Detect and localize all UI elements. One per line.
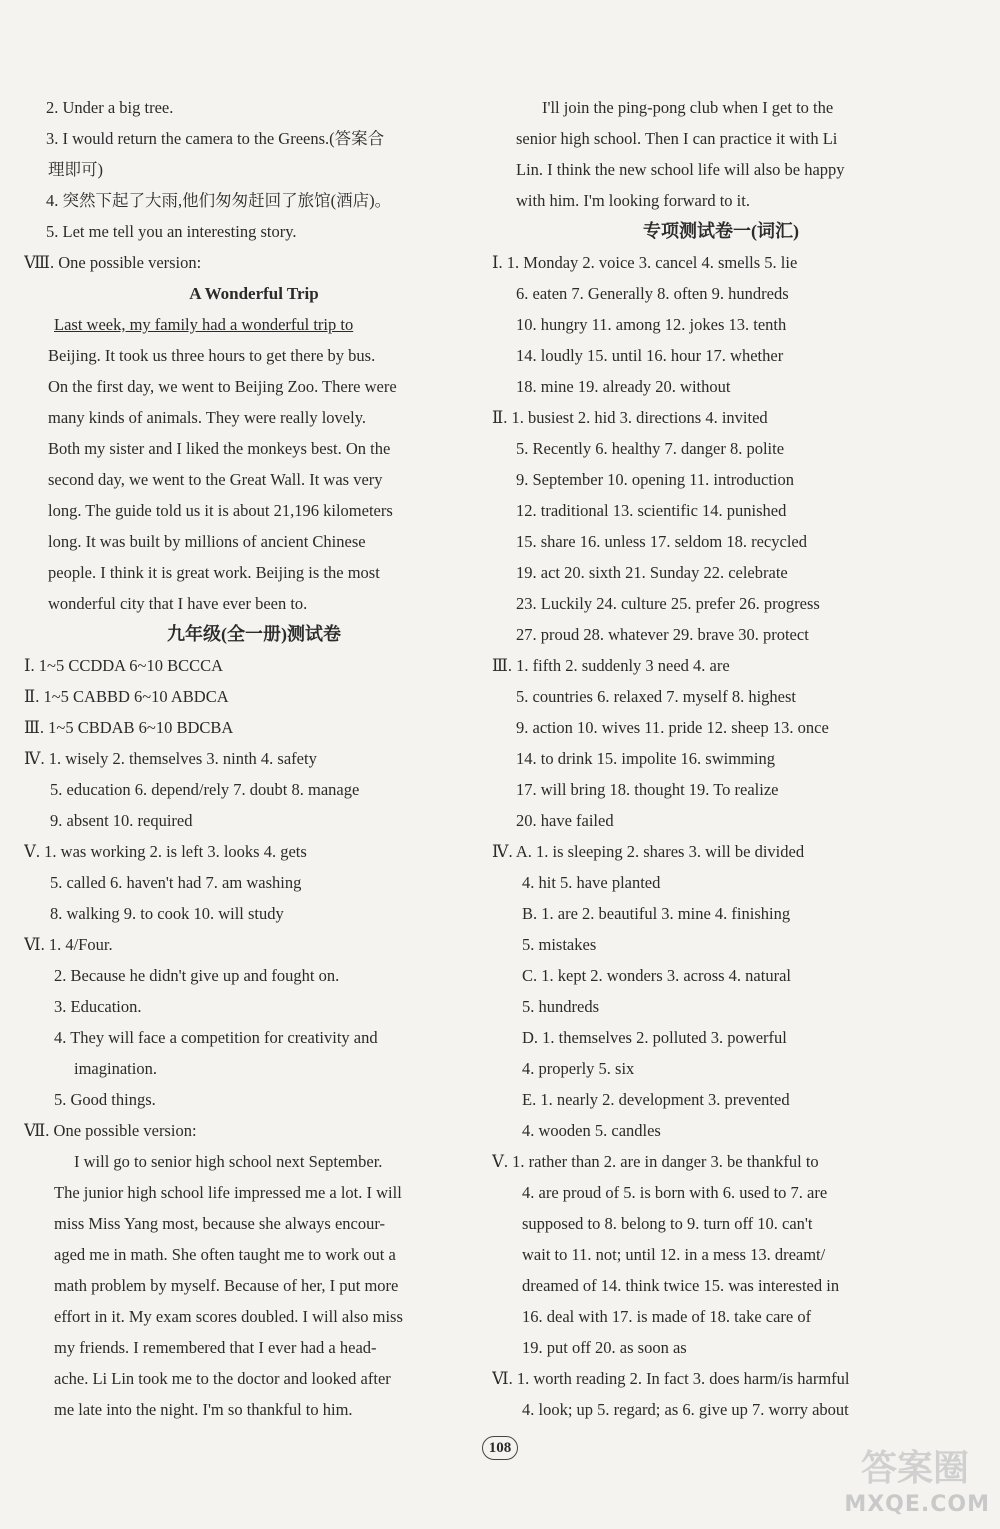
- left-line: Ⅵ. 1. 4/Four.: [24, 935, 113, 954]
- left-line: my friends. I remembered that I ever had a head-: [54, 1338, 377, 1357]
- right-line: 14. loudly 15. until 16. hour 17. whether: [516, 346, 784, 365]
- left-line: 3. Education.: [54, 997, 142, 1016]
- right-line: supposed to 8. belong to 9. turn off 10. can't: [522, 1214, 813, 1233]
- left-line: second day, we went to the Great Wall. It was very: [48, 470, 383, 489]
- left-line: ache. Li Lin took me to the doctor and looked after: [54, 1369, 391, 1388]
- right-line: 19. put off 20. as soon as: [522, 1338, 687, 1357]
- left-line: Ⅲ. 1~5 CBDAB 6~10 BDCBA: [24, 718, 234, 737]
- left-line: 4. They will face a competition for creativity and: [54, 1028, 378, 1047]
- right-line: 20. have failed: [516, 811, 614, 830]
- right-line: 6. eaten 7. Generally 8. often 9. hundreds: [516, 284, 789, 303]
- right-line: 4. look; up 5. regard; as 6. give up 7. worry about: [522, 1400, 849, 1419]
- right-line: 10. hungry 11. among 12. jokes 13. tenth: [516, 315, 787, 334]
- left-line: Beijing. It took us three hours to get there by bus.: [48, 346, 376, 365]
- right-line: 12. traditional 13. scientific 14. punished: [516, 501, 787, 520]
- right-line: 5. mistakes: [522, 935, 597, 954]
- left-line: Ⅶ. One possible version:: [24, 1121, 197, 1140]
- left-line: 理即可): [48, 160, 103, 179]
- left-line: 5. called 6. haven't had 7. am washing: [50, 873, 302, 892]
- right-line: 27. proud 28. whatever 29. brave 30. protect: [516, 625, 809, 644]
- right-line: 18. mine 19. already 20. without: [516, 377, 731, 396]
- left-line: Ⅱ. 1~5 CABBD 6~10 ABDCA: [24, 687, 229, 706]
- left-line: 5. education 6. depend/rely 7. doubt 8. manage: [50, 780, 360, 799]
- right-line: 9. action 10. wives 11. pride 12. sheep 13. once: [516, 718, 829, 737]
- right-line: D. 1. themselves 2. polluted 3. powerful: [522, 1028, 787, 1047]
- left-column: [24, 92, 484, 1425]
- right-line: 16. deal with 17. is made of 18. take care of: [522, 1307, 812, 1326]
- right-line: 5. countries 6. relaxed 7. myself 8. highest: [516, 687, 796, 706]
- right-line: 4. are proud of 5. is born with 6. used to 7. are: [522, 1183, 828, 1202]
- left-line: 5. Good things.: [54, 1090, 156, 1109]
- right-line: 4. hit 5. have planted: [522, 873, 661, 892]
- right-line: 19. act 20. sixth 21. Sunday 22. celebrate: [516, 563, 788, 582]
- right-line: 专项测试卷一(词汇): [643, 221, 799, 241]
- right-line: 17. will bring 18. thought 19. To realize: [516, 780, 779, 799]
- left-line: me late into the night. I'm so thankful to him.: [54, 1400, 353, 1419]
- left-line: aged me in math. She often taught me to work out a: [54, 1245, 396, 1264]
- right-line: C. 1. kept 2. wonders 3. across 4. natural: [522, 966, 791, 985]
- left-line: 2. Under a big tree.: [46, 98, 174, 117]
- right-line: senior high school. Then I can practice it with Li: [516, 129, 838, 148]
- right-column: [492, 92, 950, 1425]
- left-line: imagination.: [74, 1059, 157, 1078]
- right-line: 4. wooden 5. candles: [522, 1121, 661, 1140]
- left-line: Ⅴ. 1. was working 2. is left 3. looks 4. gets: [24, 842, 307, 861]
- left-line: Both my sister and I liked the monkeys best. On the: [48, 439, 391, 458]
- left-line: wonderful city that I have ever been to.: [48, 594, 308, 613]
- right-line: Lin. I think the new school life will also be happy: [516, 160, 845, 179]
- left-line: 5. Let me tell you an interesting story.: [46, 222, 297, 241]
- right-line: E. 1. nearly 2. development 3. prevented: [522, 1090, 790, 1109]
- left-line: I will go to senior high school next September.: [74, 1152, 383, 1171]
- left-line: Last week, my family had a wonderful trip to: [54, 315, 354, 334]
- right-line: Ⅳ. A. 1. is sleeping 2. shares 3. will be divided: [492, 842, 805, 861]
- page-footer: [472, 1436, 528, 1470]
- right-line: Ⅵ. 1. worth reading 2. In fact 3. does harm/is harmful: [492, 1369, 850, 1388]
- right-line: dreamed of 14. think twice 15. was interested in: [522, 1276, 840, 1295]
- page-number: 108: [482, 1436, 519, 1460]
- right-line: I'll join the ping-pong club when I get to the: [542, 98, 834, 117]
- left-line: 2. Because he didn't give up and fought on.: [54, 966, 340, 985]
- left-line: A Wonderful Trip: [189, 284, 319, 303]
- watermark-site: MXQE.COM: [844, 1492, 990, 1517]
- right-line: wait to 11. not; until 12. in a mess 13. dreamt/: [522, 1245, 826, 1264]
- right-line: 5. hundreds: [522, 997, 599, 1016]
- right-line: 14. to drink 15. impolite 16. swimming: [516, 749, 775, 768]
- right-line: Ⅴ. 1. rather than 2. are in danger 3. be thankful to: [492, 1152, 819, 1171]
- right-line: 15. share 16. unless 17. seldom 18. recycled: [516, 532, 807, 551]
- left-line: The junior high school life impressed me a lot. I will: [54, 1183, 402, 1202]
- right-line: 5. Recently 6. healthy 7. danger 8. polite: [516, 439, 785, 458]
- right-line: Ⅱ. 1. busiest 2. hid 3. directions 4. invited: [492, 408, 768, 427]
- left-line: miss Miss Yang most, because she always encour-: [54, 1214, 386, 1233]
- left-line: long. It was built by millions of ancient Chinese: [48, 532, 366, 551]
- right-line: 4. properly 5. six: [522, 1059, 635, 1078]
- left-line: 9. absent 10. required: [50, 811, 193, 830]
- right-line: B. 1. are 2. beautiful 3. mine 4. finishing: [522, 904, 791, 923]
- watermark: [820, 1447, 990, 1525]
- right-line: 9. September 10. opening 11. introduction: [516, 470, 795, 489]
- right-line: Ⅰ. 1. Monday 2. voice 3. cancel 4. smells 5. lie: [492, 253, 798, 272]
- right-line: with him. I'm looking forward to it.: [516, 191, 750, 210]
- left-line: long. The guide told us it is about 21,196 kilometers: [48, 501, 393, 520]
- left-line: Ⅰ. 1~5 CCDDA 6~10 BCCCA: [24, 656, 224, 675]
- left-line: many kinds of animals. They were really lovely.: [48, 408, 366, 427]
- watermark-logo: 答案圈: [860, 1448, 969, 1489]
- left-line: On the first day, we went to Beijing Zoo. There were: [48, 377, 397, 396]
- left-line: 九年级(全一册)测试卷: [167, 624, 341, 644]
- left-line: 4. 突然下起了大雨,他们匆匆赶回了旅馆(酒店)。: [46, 191, 392, 210]
- left-line: 8. walking 9. to cook 10. will study: [50, 904, 284, 923]
- right-line: 23. Luckily 24. culture 25. prefer 26. progress: [516, 594, 820, 613]
- right-line: Ⅲ. 1. fifth 2. suddenly 3 need 4. are: [492, 656, 730, 675]
- left-line: 3. I would return the camera to the Greens.(答案合: [46, 129, 385, 148]
- left-line: math problem by myself. Because of her, I put more: [54, 1276, 399, 1295]
- left-line: Ⅷ. One possible version:: [24, 253, 202, 272]
- left-line: people. I think it is great work. Beijing is the most: [48, 563, 380, 582]
- left-line: effort in it. My exam scores doubled. I will also miss: [54, 1307, 403, 1326]
- left-line: Ⅳ. 1. wisely 2. themselves 3. ninth 4. safety: [24, 749, 317, 768]
